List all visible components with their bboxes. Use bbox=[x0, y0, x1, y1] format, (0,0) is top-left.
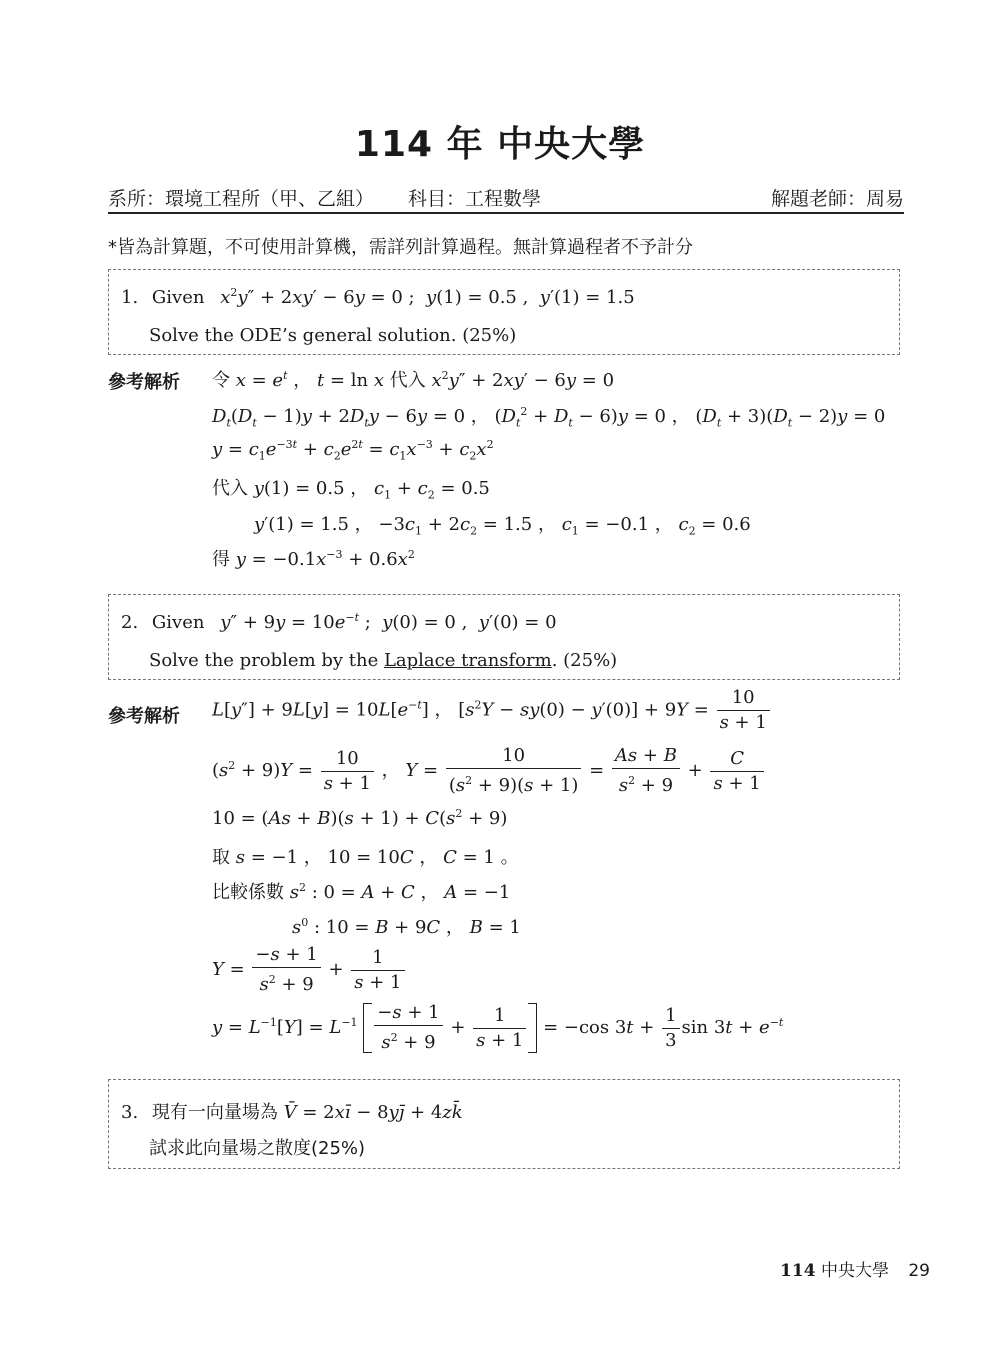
compare-coefficients-text: 比較係數 bbox=[212, 882, 284, 903]
footer-school: 中央大學 bbox=[820, 1261, 889, 1281]
vector-field-text: 現有一向量場為 bbox=[151, 1102, 278, 1123]
question-3-line-2: 試求此向量場之散度(25%) bbox=[149, 1138, 366, 1159]
substitute-text: 代入 bbox=[389, 370, 426, 391]
question-2-prompt bbox=[149, 650, 617, 671]
let-text: 令 bbox=[212, 370, 230, 391]
solution-2-line-8: $y = L^{-1}[Y] = L^{-1}$ $\frac{-s + 1}{s^2 + 9}$ + $\frac{1}{s + 1}$ = −cos 3t + $\frac{1}{3}$ $\sin 3t + e^{-t}$ bbox=[212, 1002, 784, 1053]
solution-1-label: 參考解析 bbox=[108, 372, 180, 393]
result-text: 得 bbox=[212, 549, 230, 570]
solution-2-line-3: $10 = (As + B)(s + 1) + C(s^2 + 9)$ bbox=[212, 807, 508, 829]
prompt-text: Solve the problem by the bbox=[149, 650, 384, 671]
prompt-text-end: . (25%) bbox=[551, 650, 618, 671]
question-3-box bbox=[108, 1079, 900, 1169]
question-number: 2. bbox=[121, 612, 139, 633]
page-number: 29 bbox=[908, 1261, 930, 1281]
question-3-line-1: 3. 現有一向量場為 V̄ = 2xī − 8yj̄ + 4zk̄ bbox=[121, 1102, 463, 1123]
solution-1-line-6: 得 $y = -0.1x^{-3} + 0.6x^2$ bbox=[212, 548, 415, 570]
solution-2-label: 參考解析 bbox=[108, 706, 180, 727]
laplace-transform-text: Laplace transform bbox=[383, 650, 552, 671]
solution-1-line-2: $D_t(D_t - 1)y + 2D_ty - 6y = 0$ ， $(D_t^2 + D_t - 6)y = 0$ ， $(D_t + 3)(D_t - 2)y = 0$ bbox=[212, 405, 886, 430]
solution-2-line-4: 取 s = −1 ， 10 = 10C ， C = 1 。 bbox=[212, 847, 519, 868]
plug-in-text: 代入 bbox=[212, 478, 248, 499]
given-label: Given bbox=[151, 287, 205, 308]
question-1-given bbox=[121, 286, 635, 308]
solution-1-line-4: 代入 y(1) = 0.5 ， $c_1 + c_2 = 0.5$ bbox=[212, 478, 490, 502]
solution-2-line-6: $s^0$ : 10 = B + 9C ， B = 1 bbox=[292, 916, 521, 938]
question-2-given bbox=[121, 611, 557, 633]
solution-1-line-1: 令 $x = e^t$ ， t = ln x 代入 $x^2y'' + 2xy' - 6y = 0$ bbox=[212, 369, 615, 391]
question-2-equation: $y'' + 9y = 10e^{-t}$ ; y(0) = 0 , y′(0) = 0 bbox=[220, 611, 557, 633]
solution-2-line-5: 比較係數 $s^2$ : 0 = A + C ， A = −1 bbox=[212, 881, 511, 903]
given-label: Given bbox=[151, 612, 205, 633]
exam-notice: *皆為計算題，不可使用計算機，需詳列計算過程。無計算過程者不予計分 bbox=[108, 237, 693, 258]
question-1-equation: $x^2y'' + 2xy' - 6y = 0$ ; y(1) = 0.5 , y′(1) = 1.5 bbox=[220, 286, 635, 308]
solution-1-line-3: $y = c_1e^{-3t} + c_2e^{2t} = c_1x^{-3} + c_2x^2$ bbox=[212, 438, 494, 463]
footer-year: 114 bbox=[780, 1261, 816, 1281]
teacher-label: 解題老師：周易 bbox=[770, 188, 904, 210]
take-text: 取 bbox=[212, 847, 230, 868]
solution-2-line-2: $(s^2 + 9)Y$ = $\frac{10}{s + 1}$ ， Y = $\frac{10}{(s^2 + 9)(s + 1)}$ = $\frac{As + B}{s^2 + 9}$ + $\frac{C}{s + 1}$ bbox=[212, 744, 766, 798]
page-footer bbox=[780, 1256, 930, 1281]
question-number: 1. bbox=[121, 287, 139, 308]
question-1-box bbox=[108, 269, 900, 355]
subject-label: 科目：工程數學 bbox=[408, 188, 542, 210]
question-1-prompt: Solve the ODE’s general solution. (25%) bbox=[149, 325, 517, 346]
solution-1-line-5: y′(1) = 1.5 ， $-3c_1 + 2c_2 = 1.5$ ， $c_1 = -0.1$ ， $c_2 = 0.6$ bbox=[254, 514, 751, 538]
question-2-box bbox=[108, 594, 900, 680]
solution-2-line-1: $L[y''] + 9L[y] = 10L[e^{-t}]$ ， $[s^2Y - sy(0) - y'(0)] + 9Y$ = $\frac{10}{s + 1}$ bbox=[212, 686, 772, 735]
question-number: 3. bbox=[121, 1102, 139, 1123]
page-title: 114 年 中央大學 bbox=[354, 124, 646, 165]
exam-info-bar bbox=[108, 184, 904, 214]
department-label: 系所：環境工程所（甲、乙組） bbox=[108, 188, 375, 210]
solution-2-line-7: Y = $\frac{-s + 1}{s^2 + 9}$ + $\frac{1}{s + 1}$ bbox=[212, 943, 407, 997]
